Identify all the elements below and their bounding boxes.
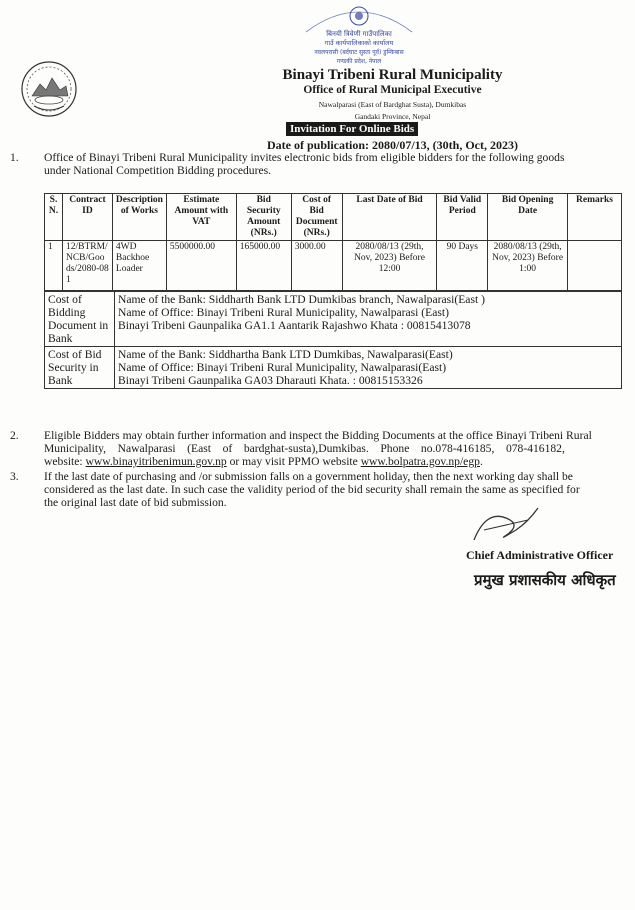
cell-bid-security: 165000.00 <box>236 241 291 291</box>
bank-detail-line: Binayi Tribeni Gaunpalika GA03 Dharauti Khata. : 00815153326 <box>118 374 423 387</box>
section-1-line-1: Office of Binayi Tribeni Rural Municipality invites electronic bids from eligible bidders for the following goods <box>44 151 565 164</box>
website-suffix: . <box>479 455 483 468</box>
table-row <box>45 241 622 291</box>
signatory-title: Chief Administrative Officer <box>466 548 614 562</box>
section-1-number: 1. <box>10 151 19 164</box>
section-2-line-3 <box>44 455 629 468</box>
bids-table-header-row <box>45 194 622 241</box>
cell-sn: 1 <box>45 241 63 291</box>
bank-row-details <box>115 347 622 389</box>
address-line-1: Nawalparasi (East of Bardghat Susta), Dumkibas <box>318 100 467 109</box>
signature <box>466 500 546 550</box>
header-estimate: Estimate Amount with VAT <box>166 194 236 241</box>
header-contract-id: Contract ID <box>62 194 112 241</box>
section-1-text <box>44 151 629 177</box>
website-mid: or may visit PPMO website <box>226 455 361 468</box>
bank-row-doc-cost <box>45 292 622 347</box>
section-3-number: 3. <box>10 470 19 483</box>
bank-row-bid-security <box>45 347 622 389</box>
cell-estimate: 5500000.00 <box>166 241 236 291</box>
bank-row-label: Cost of Bid Security in Bank <box>45 347 115 389</box>
stamp-text-4: गण्डकी प्रदेश, नेपाल <box>336 58 382 65</box>
stamp-text-1: बिनयी त्रिवेणी गाउँपालिका <box>326 30 392 38</box>
cell-valid-period: 90 Days <box>437 241 488 291</box>
bank-detail-line: Binayi Tribeni Gaunpalika GA1.1 Aantarik Rajashwo Khata : 00815413078 <box>118 319 471 332</box>
bank-detail-line: Name of the Bank: Siddharth Bank LTD Dumkibas branch, Nawalparasi(East ) <box>118 293 485 306</box>
bank-row-label: Cost of Bidding Document in Bank <box>45 292 115 347</box>
header-sn: S. N. <box>45 194 63 241</box>
address-line-2: Gandaki Province, Nepal <box>354 112 431 121</box>
office-name: Office of Rural Municipal Executive <box>303 84 482 96</box>
municipality-name: Binayi Tribeni Rural Municipality <box>282 67 503 83</box>
cell-opening-date: 2080/08/13 (29th, Nov, 2023) Before 1:00 <box>488 241 568 291</box>
website-prefix: website: <box>44 455 86 468</box>
cell-description: 4WD Backhoe Loader <box>112 241 166 291</box>
bolpatra-website-link[interactable]: www.bolpatra.gov.np/egp <box>360 455 480 468</box>
invitation-title: Invitation For Online Bids <box>286 122 418 136</box>
bank-details-table <box>44 291 622 389</box>
header-doc-cost: Cost of Bid Document (NRs.) <box>291 194 342 241</box>
municipality-website-link[interactable]: www.binayitribenimun.gov.np <box>85 455 227 468</box>
cell-last-date: 2080/08/13 (29th, Nov, 2023) Before 12:00 <box>342 241 437 291</box>
cell-remarks <box>568 241 622 291</box>
cell-contract-id: 12/BTRM/NCB/Goods/2080-081 <box>62 241 112 291</box>
section-2-line-2: Municipality, Nawalparasi (East of bardghat-susta),Dumkibas. Phone no.078-416185, 078-416182, <box>44 442 565 455</box>
header-opening-date: Bid Opening Date <box>488 194 568 241</box>
section-3-line-1: If the last date of purchasing and /or submission falls on a government holiday, then the next working day shall be <box>44 470 573 483</box>
section-3-line-3: the original last date of bid submission. <box>44 496 227 509</box>
header-remarks: Remarks <box>568 194 622 241</box>
section-1-line-2: under National Competition Bidding procedures. <box>44 164 272 177</box>
bids-table <box>44 193 622 291</box>
section-2-line-1: Eligible Bidders may obtain further information and inspect the Bidding Documents at the office Binayi Tribeni Rural <box>44 429 592 442</box>
bank-detail-line: Name of Office: Binayi Tribeni Rural Municipality, Nawalparasi (East) <box>118 306 449 319</box>
section-3-line-2: considered as the last date. In such case the validity period of the bid security shall remain the same as specified for <box>44 483 580 496</box>
header-last-date: Last Date of Bid <box>342 194 437 241</box>
header-bid-security: Bid Security Amount (NRs.) <box>236 194 291 241</box>
office-stamp <box>300 2 418 68</box>
publication-date: Date of publication: 2080/07/13, (30th, Oct, 2023) <box>267 138 518 152</box>
section-2-number: 2. <box>10 429 19 442</box>
section-2-text <box>44 429 629 468</box>
cell-doc-cost: 3000.00 <box>291 241 342 291</box>
bank-detail-line: Name of the Bank: Siddhartha Bank LTD Dumkibas, Nawalparasi(East) <box>118 348 453 361</box>
bank-row-details <box>115 292 622 347</box>
signatory-title-nepali: प्रमुख प्रशासकीय अधिकृत <box>474 571 616 589</box>
bank-detail-line: Name of Office: Binayi Tribeni Rural Municipality, Nawalparasi(East) <box>118 361 447 374</box>
header-valid-period: Bid Valid Period <box>437 194 488 241</box>
stamp-text-2: गाउँ कार्यपालिकाको कार्यालय <box>324 39 394 47</box>
header-description: Description of Works <box>112 194 166 241</box>
stamp-text-3: नवलपरासी (बर्दघाट सुस्ता पूर्व) डुम्किबास <box>314 49 404 56</box>
